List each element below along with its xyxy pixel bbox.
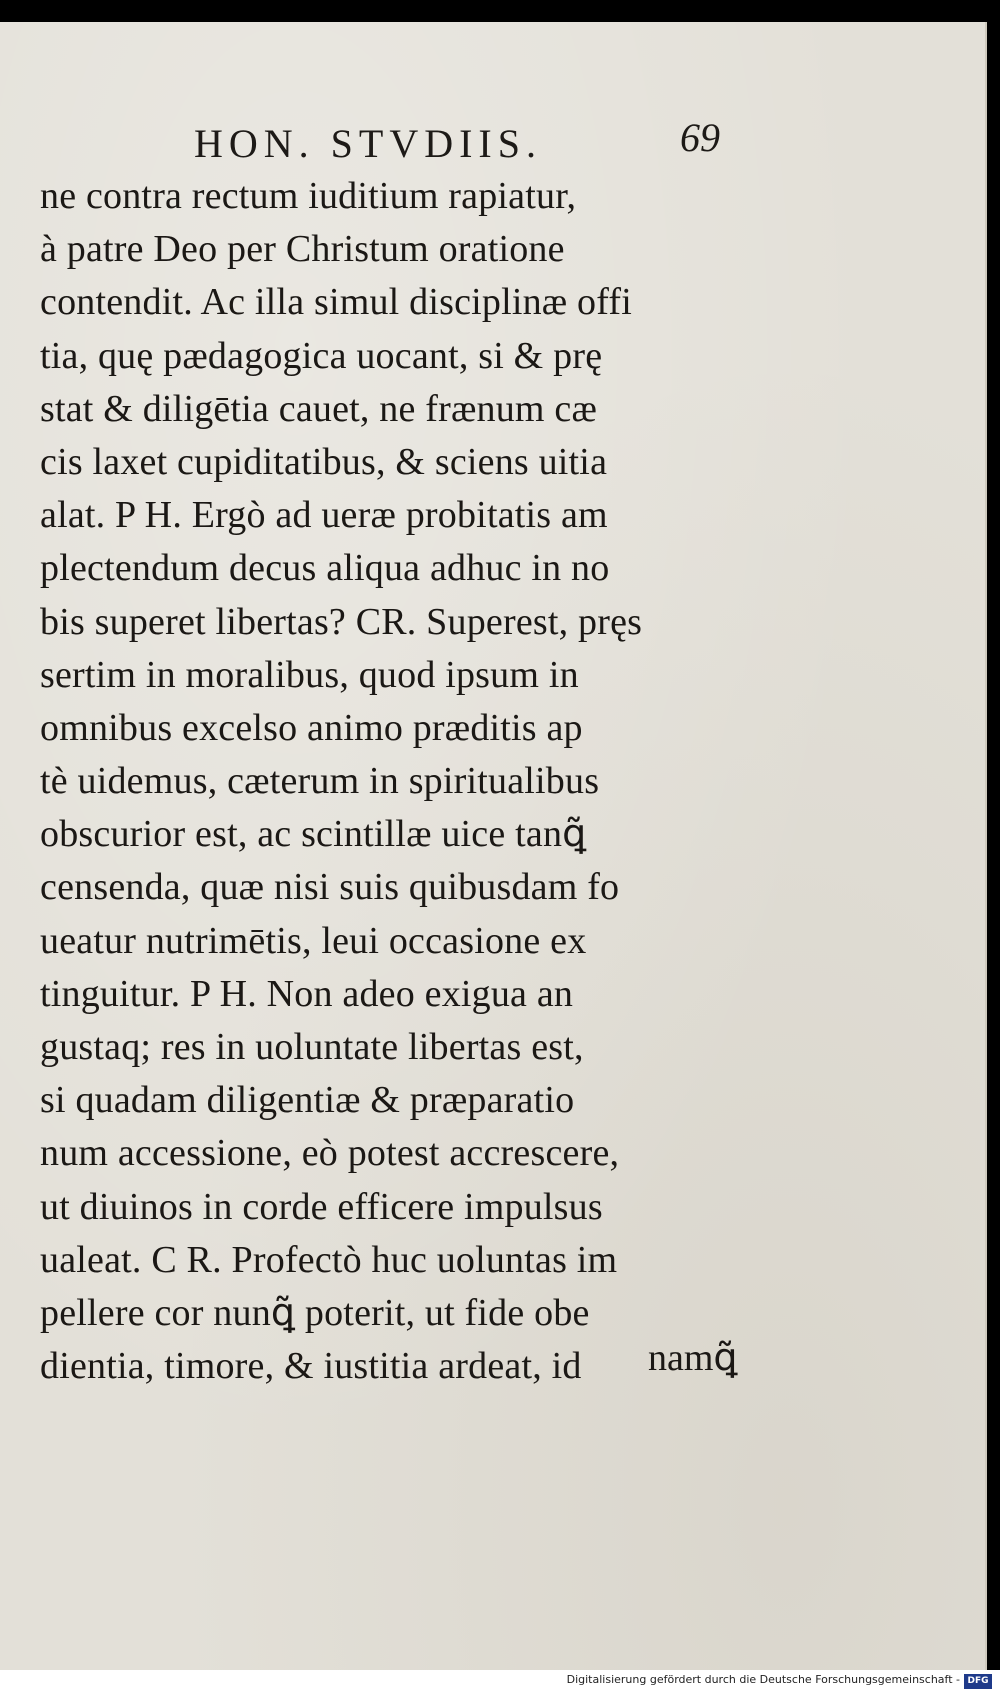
text-line: num accessione, eò potest accrescere,: [40, 1132, 620, 1175]
running-head: HON. STVDIIS.: [194, 121, 542, 166]
text-line: omnibus excelso animo præditis ap: [40, 706, 583, 749]
text-line: bis superet libertas? CR. Superest, pręs: [40, 600, 643, 643]
page-header: [0, 110, 985, 170]
text-line: stat & diligētia cauet, ne frænum cæ: [40, 387, 597, 430]
dfg-logo: DFG: [964, 1674, 992, 1689]
text-line: tinguitur. P H. Non adeo exigua an: [40, 972, 574, 1015]
text-line: contendit. Ac illa simul disciplinæ offi: [40, 281, 633, 324]
body-text: [40, 170, 780, 1393]
text-line: ueatur nutrimētis, leui occasione ex: [40, 919, 587, 962]
funding-credit: Digitalisierung gefördert durch die Deutsche Forschungsgemeinschaft -: [566, 1673, 960, 1686]
text-line: alat. P H. Ergò ad ueræ probitatis am: [40, 494, 608, 537]
page-number: 69: [680, 115, 720, 160]
text-line: sertim in moralibus, quod ipsum in: [40, 653, 579, 696]
text-line: ne contra rectum iuditium rapiatur,: [40, 175, 577, 217]
text-line: censenda, quæ nisi suis quibusdam fo: [40, 866, 620, 909]
book-page: [0, 22, 987, 1670]
catchword: namꝗ̃: [648, 1337, 738, 1379]
text-line: ut diuinos in corde efficere impulsus: [40, 1185, 603, 1228]
text-line: tia, quę pædagogica uocant, si & prę: [40, 334, 603, 377]
text-line: ualeat. C R. Profectò huc uoluntas im: [40, 1238, 618, 1281]
text-line: si quadam diligentiæ & præparatio: [40, 1079, 575, 1122]
text-line: obscurior est, ac scintillæ uice tanꝗ̃: [40, 813, 587, 856]
text-line: gustaq; res in uoluntate libertas est,: [40, 1026, 584, 1068]
text-line: pellere cor nunꝗ̃ poterit, ut fide obe: [40, 1291, 590, 1334]
text-line: cis laxet cupiditatibus, & sciens uitia: [40, 440, 608, 483]
digitization-footer: [0, 1670, 1000, 1695]
text-line: dientia, timore, & iustitia ardeat, id: [40, 1345, 582, 1388]
text-line: à patre Deo per Christum oratione: [40, 228, 565, 271]
text-line: plectendum decus aliqua adhuc in no: [40, 547, 610, 590]
text-line: tè uidemus, cæterum in spiritualibus: [40, 760, 600, 803]
